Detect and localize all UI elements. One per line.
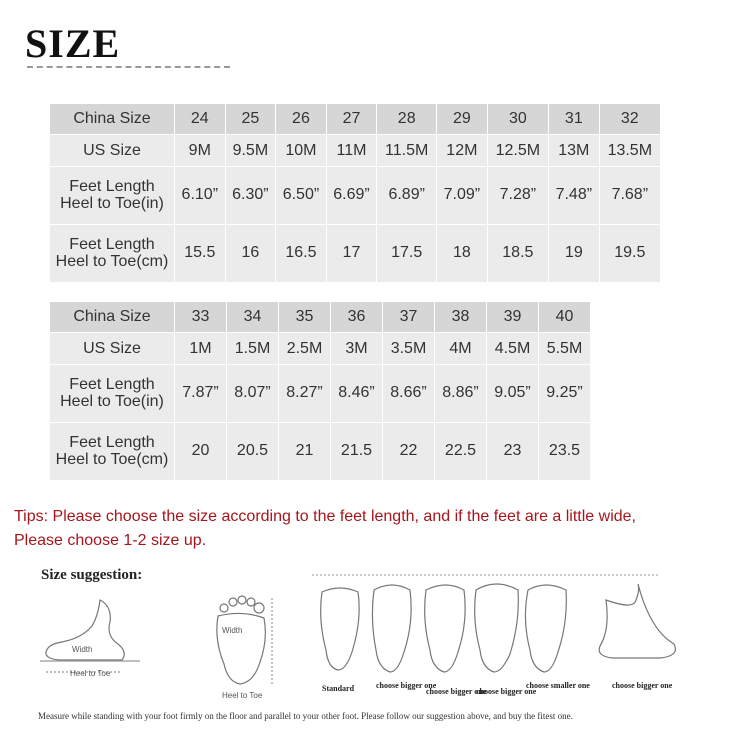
table-cell: 30 — [487, 104, 548, 135]
table-cell: 32 — [599, 104, 660, 135]
size-suggestion-title: Size suggestion: — [41, 567, 143, 583]
heel-to-toe-label: Heel to Toe — [70, 669, 111, 678]
row-label-line: Feet Length — [69, 376, 155, 394]
table-cell: 28 — [377, 104, 437, 135]
foot-icon — [425, 585, 465, 672]
table-cell: 24 — [175, 104, 226, 135]
table-cell: 38 — [435, 302, 487, 333]
size-suggestion-illustration — [0, 560, 750, 756]
table-cell: 7.48” — [549, 166, 600, 224]
table-cell: 16 — [225, 224, 276, 282]
row-label-line: Heel to Toe(in) — [60, 393, 164, 411]
table-cell: 6.30” — [225, 166, 276, 224]
table-cell: 22 — [383, 422, 435, 480]
table-cell: 7.68” — [599, 166, 660, 224]
table-cell: 25 — [225, 104, 276, 135]
table-cell: 6.10” — [175, 166, 226, 224]
table-cell: 22.5 — [435, 422, 487, 480]
foot-label: choose bigger one — [612, 681, 673, 690]
table-cell: 15.5 — [175, 224, 226, 282]
foot-icon — [475, 584, 519, 672]
row-label — [50, 364, 175, 422]
table-cell: 8.46” — [331, 364, 383, 422]
tips-line: Tips: Please choose the size according to the feet length, and if the feet are a little wide, — [14, 508, 636, 525]
row-label — [50, 224, 175, 282]
table-cell: 18 — [437, 224, 488, 282]
tips-line: Please choose 1-2 size up. — [14, 532, 207, 549]
table-cell: 39 — [487, 302, 539, 333]
row-label: China Size — [50, 302, 175, 333]
table-cell: 8.66” — [383, 364, 435, 422]
foot-label: choose bigger one — [376, 681, 437, 690]
table-cell: 10M — [276, 135, 327, 166]
table-cell: 9.25” — [539, 364, 591, 422]
row-label: US Size — [50, 333, 175, 364]
table-cell: 31 — [549, 104, 600, 135]
size-table-2 — [49, 301, 591, 481]
tips-text — [14, 505, 636, 553]
table-row — [50, 333, 591, 364]
table-cell: 23 — [487, 422, 539, 480]
table-cell: 1M — [175, 333, 227, 364]
table-cell: 6.50” — [276, 166, 327, 224]
table-cell: 20.5 — [227, 422, 279, 480]
table-cell: 11M — [326, 135, 377, 166]
foot-label: Standard — [322, 684, 355, 693]
table-row — [50, 422, 591, 480]
table-cell: 8.27” — [279, 364, 331, 422]
standard-foot-icon — [321, 588, 359, 670]
table-cell: 17.5 — [377, 224, 437, 282]
table-cell: 26 — [276, 104, 327, 135]
table-cell: 20 — [175, 422, 227, 480]
table-cell: 4M — [435, 333, 487, 364]
foot-icon — [599, 584, 675, 658]
table-cell: 4.5M — [487, 333, 539, 364]
table-cell: 37 — [383, 302, 435, 333]
table-row — [50, 166, 661, 224]
side-foot-icon — [40, 600, 140, 672]
row-label — [50, 166, 175, 224]
foot-label: choose bigger one — [476, 687, 537, 696]
row-label — [50, 422, 175, 480]
measure-note: Measure while standing with your foot firmly on the floor and parallel to your other foot. Please follow our suggestion above, and buy the fitest one. — [38, 711, 573, 721]
table-cell: 7.28” — [487, 166, 548, 224]
table-cell: 35 — [279, 302, 331, 333]
table-cell: 6.89” — [377, 166, 437, 224]
table-cell: 36 — [331, 302, 383, 333]
table-cell: 6.69” — [326, 166, 377, 224]
foot-label: choose bigger one — [426, 687, 487, 696]
table-cell: 13M — [549, 135, 600, 166]
row-label-line: Heel to Toe(in) — [60, 195, 164, 213]
table-cell: 3M — [331, 333, 383, 364]
table-cell: 7.87” — [175, 364, 227, 422]
row-label-line: Heel to Toe(cm) — [55, 451, 169, 469]
foot-icon — [372, 585, 411, 672]
table-cell: 23.5 — [539, 422, 591, 480]
foot-icon — [525, 585, 566, 672]
table-cell: 12M — [437, 135, 488, 166]
table-cell: 16.5 — [276, 224, 327, 282]
table-cell: 40 — [539, 302, 591, 333]
table-cell: 19.5 — [599, 224, 660, 282]
table-cell: 34 — [227, 302, 279, 333]
table-cell: 17 — [326, 224, 377, 282]
table-cell: 9.5M — [225, 135, 276, 166]
table-cell: 9M — [175, 135, 226, 166]
table-cell: 19 — [549, 224, 600, 282]
table-cell: 18.5 — [487, 224, 548, 282]
row-label-line: Feet Length — [69, 434, 155, 452]
size-table-1 — [49, 103, 661, 283]
table-cell: 1.5M — [227, 333, 279, 364]
table-cell: 8.86” — [435, 364, 487, 422]
table-cell: 21.5 — [331, 422, 383, 480]
table-row — [50, 135, 661, 166]
table-row — [50, 302, 591, 333]
width-label: Width — [222, 626, 243, 635]
table-cell: 29 — [437, 104, 488, 135]
row-label-line: Heel to Toe(cm) — [55, 253, 169, 271]
table-cell: 21 — [279, 422, 331, 480]
table-row — [50, 364, 591, 422]
title-divider — [27, 66, 230, 68]
top-foot-icon — [217, 596, 272, 684]
row-label-line: Feet Length — [69, 178, 155, 196]
table-cell: 9.05” — [487, 364, 539, 422]
table-cell: 12.5M — [487, 135, 548, 166]
table-row — [50, 104, 661, 135]
foot-label: choose smaller one — [526, 681, 590, 690]
table-cell: 2.5M — [279, 333, 331, 364]
row-label: US Size — [50, 135, 175, 166]
table-cell: 7.09” — [437, 166, 488, 224]
table-cell: 27 — [326, 104, 377, 135]
table-cell: 5.5M — [539, 333, 591, 364]
table-cell: 3.5M — [383, 333, 435, 364]
table-cell: 8.07” — [227, 364, 279, 422]
row-label: China Size — [50, 104, 175, 135]
row-label-line: Feet Length — [69, 236, 155, 254]
table-cell: 33 — [175, 302, 227, 333]
width-label: Width — [72, 645, 93, 654]
table-row — [50, 224, 661, 282]
page-title: SIZE — [25, 21, 121, 66]
heel-to-toe-label: Heel to Toe — [222, 691, 263, 700]
table-cell: 11.5M — [377, 135, 437, 166]
table-cell: 13.5M — [599, 135, 660, 166]
